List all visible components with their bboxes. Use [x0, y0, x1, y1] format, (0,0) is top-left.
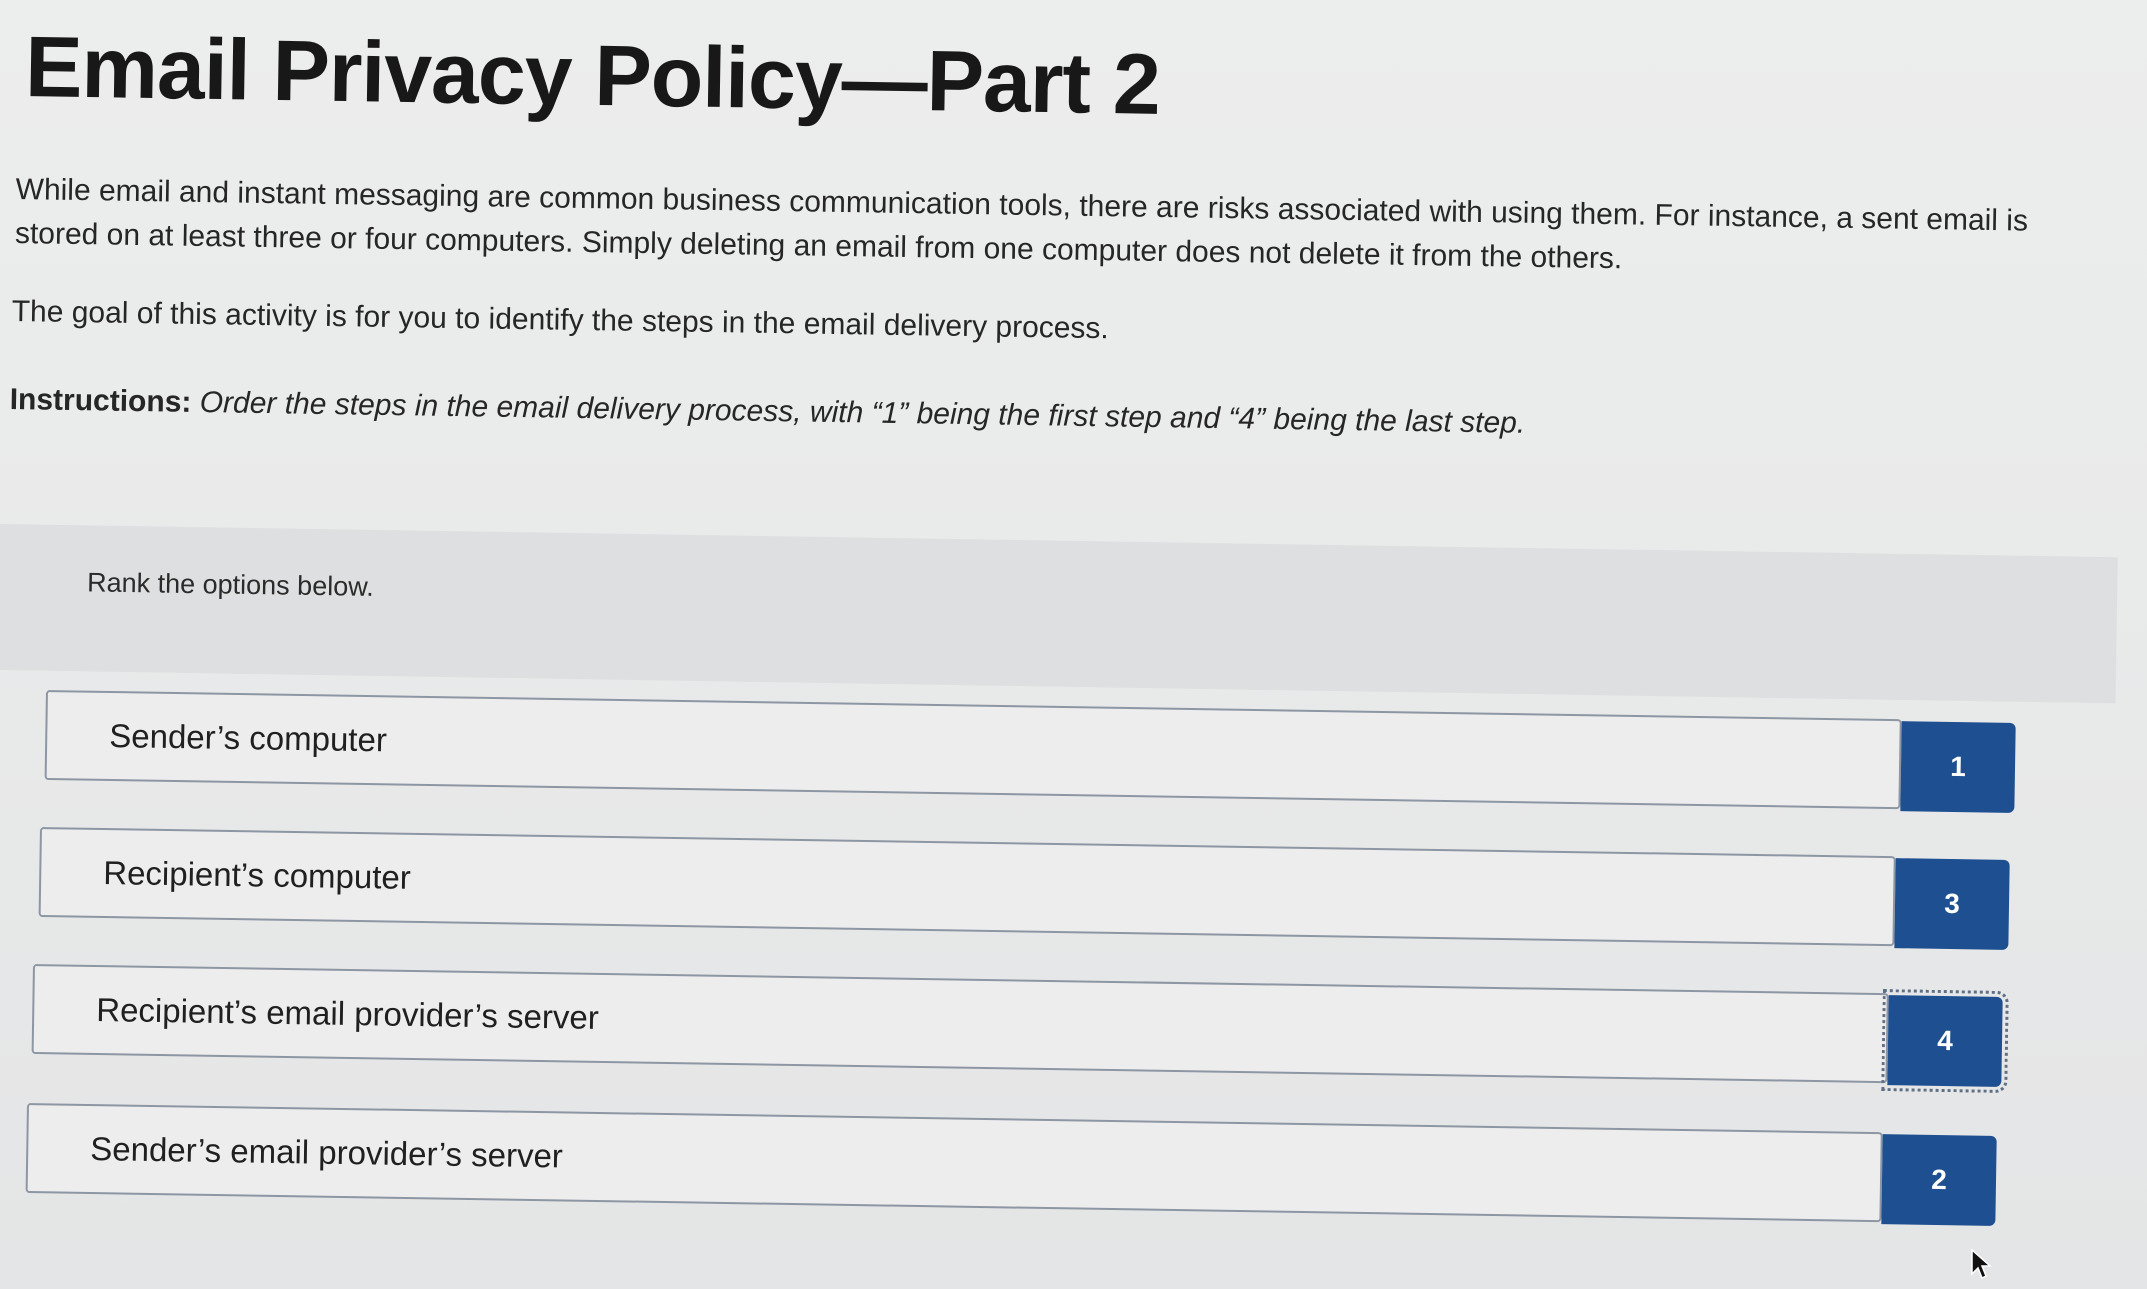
page-title: Email Privacy Policy—Part 2 [24, 18, 1161, 133]
option-box[interactable] [32, 964, 1889, 1083]
intro-paragraph: While email and instant messaging are common business communication tools, there are risks associated with using them. For instance, a sent email is stored on at least three or four computers. Simply deleting an email from one computer does not delete it from the others. [14, 172, 2029, 276]
ranking-option[interactable] [39, 827, 2013, 950]
option-label: Sender’s computer [109, 717, 388, 759]
option-label: Recipient’s email provider’s server [96, 991, 600, 1036]
ranking-option[interactable] [32, 964, 2006, 1087]
instructions-paragraph [9, 383, 1525, 441]
option-box[interactable] [39, 827, 1896, 946]
rank-badge[interactable]: 4 [1887, 995, 2002, 1087]
question-prompt: Rank the options below. [86, 567, 374, 602]
option-box[interactable] [45, 690, 1902, 809]
option-label: Sender’s email provider’s server [90, 1130, 564, 1175]
rank-badge[interactable]: 3 [1894, 858, 2009, 950]
option-label: Recipient’s computer [103, 854, 412, 896]
instructions-label: Instructions: [9, 383, 192, 419]
rank-badge[interactable]: 1 [1900, 721, 2015, 813]
rank-badge[interactable]: 2 [1881, 1134, 1996, 1226]
goal-paragraph: The goal of this activity is for you to identify the steps in the email delivery process. [11, 295, 1110, 346]
mouse-pointer-icon [1970, 1248, 1994, 1280]
question-header [0, 524, 2118, 703]
instructions-text: Order the steps in the email delivery process, with “1” being the first step and “4” being the last step. [199, 385, 1526, 440]
ranking-option[interactable] [26, 1103, 2000, 1226]
ranking-option[interactable] [45, 690, 2019, 813]
option-box[interactable] [26, 1103, 1883, 1222]
